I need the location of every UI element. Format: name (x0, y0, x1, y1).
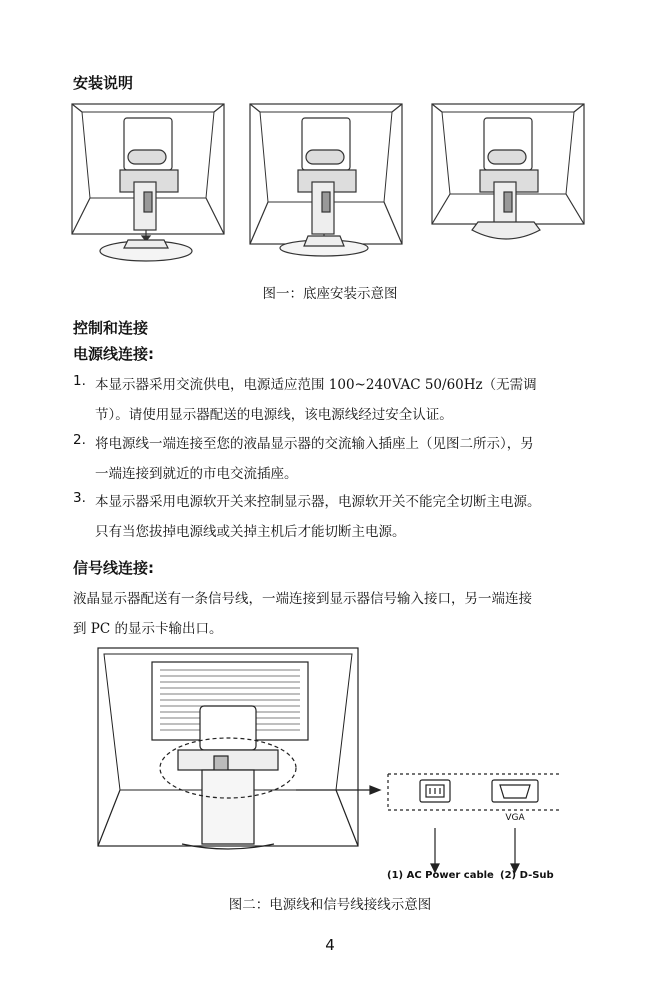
figure1-caption: 图一：底座安装示意图 (262, 286, 398, 302)
list-text: 一端连接到就近的市电交流插座。 (95, 466, 298, 482)
figure1-illustration (60, 98, 600, 270)
list-number: 3. (73, 490, 86, 506)
power-heading: 电源线连接: (73, 345, 154, 363)
page-title: 安装说明 (73, 74, 134, 92)
vga-port-icon (492, 780, 538, 802)
vga-label: VGA (505, 813, 525, 823)
signal-heading: 信号线连接: (73, 559, 154, 577)
page-number: 4 (325, 936, 335, 954)
list-text: 只有当您拔掉电源线或关掉主机后才能切断主电源。 (95, 524, 406, 540)
d-sub-label: (2) D-Sub (500, 870, 554, 881)
figure1-panel-3 (432, 104, 584, 239)
signal-text-line-2: 到 PC 的显示卡输出口。 (73, 621, 223, 637)
figure2-illustration (90, 640, 580, 886)
list-text: 本显示器采用交流供电，电源适应范围 100~240VAC 50/60Hz（无需调 (95, 377, 537, 393)
figure1-panel-2 (250, 104, 402, 256)
list-text: 将电源线一端连接至您的液晶显示器的交流输入插座上（见图二所示），另 (95, 436, 534, 452)
list-number: 1. (73, 373, 86, 389)
figure1-panel-1 (72, 104, 224, 261)
figure2-caption: 图二：电源线和信号线接线示意图 (228, 897, 432, 913)
signal-text-line-1: 液晶显示器配送有一条信号线，一端连接到显示器信号输入接口，另一端连接 (73, 591, 532, 607)
list-text: 节）。请使用显示器配送的电源线，该电源线经过安全认证。 (95, 407, 453, 423)
list-number: 2. (73, 432, 86, 448)
list-text: 本显示器采用电源软开关来控制显示器，电源软开关不能完全切断主电源。 (95, 494, 541, 510)
ac-power-cable-label: (1) AC Power cable (387, 870, 494, 881)
section-heading-control: 控制和连接 (73, 319, 149, 337)
